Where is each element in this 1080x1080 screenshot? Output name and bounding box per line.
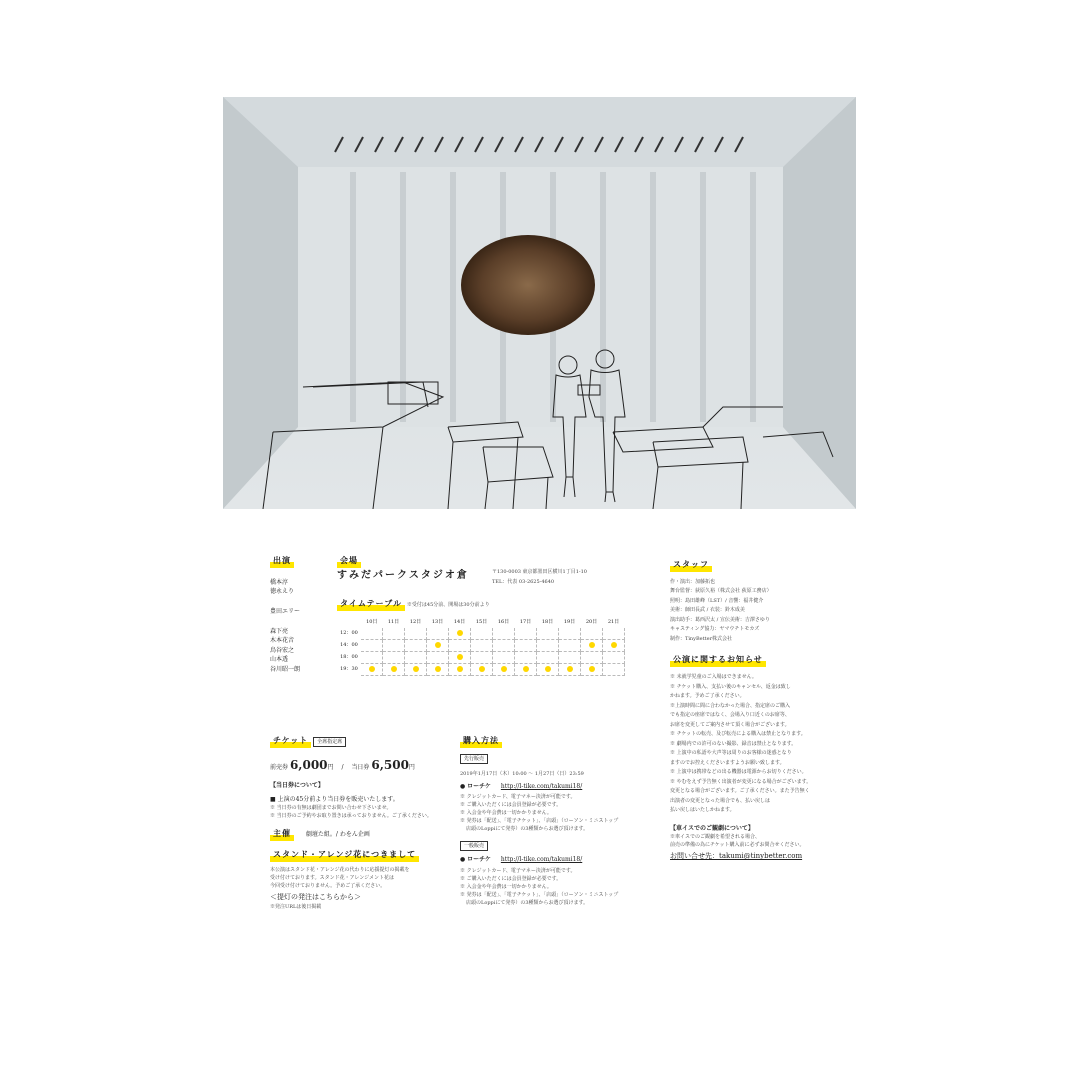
purchase-note: ※ クレジットカード、電子マネー決済が可能です。 — [460, 794, 576, 801]
performer-name: 徳永えり — [270, 588, 295, 596]
performer-name: 鳥谷宏之 — [270, 646, 295, 654]
performer-name: 豊田エリー — [270, 607, 301, 615]
performance-dot — [457, 630, 463, 636]
ticket-url-link[interactable]: http://l-tike.com/takumi18/ — [500, 782, 583, 790]
timetable-cell — [515, 651, 537, 663]
staff-heading: スタッフ — [670, 559, 712, 572]
notice-line: お席を変更してご案内させて頂く場合がございます。 — [670, 721, 790, 728]
timetable-cell — [449, 628, 471, 640]
vendor-name: ローチケ — [467, 856, 491, 864]
performer-name: 森下亮 — [270, 627, 289, 635]
door-note: ※ 当日券のご予約やお取り置きは承っておりません。ご了承ください。 — [270, 813, 432, 820]
timetable-cell — [559, 663, 581, 675]
organizer-heading: 主催 — [270, 828, 294, 841]
purchase-note: ※ ご購入いただくには会員登録が必要です。 — [460, 802, 562, 809]
fridge-interior-illustration — [223, 97, 856, 509]
timetable-cell — [537, 651, 559, 663]
staff-line: 照明：島田雄峰（LST）/ 音響：福井健介 — [670, 597, 764, 604]
yen-unit: 円 — [408, 763, 415, 771]
performer-name: 橋本淳 — [270, 578, 289, 586]
timetable-cell — [493, 663, 515, 675]
flowers-text: 本公演はスタンド花・アレンジ花の代わりに応援提灯の掲載を — [270, 866, 410, 873]
key-visual-photo — [223, 97, 856, 509]
purchase-note: 店頭のLoppiにて発券）の3種類からお選び頂けます。 — [466, 899, 589, 906]
purchase-note: ※ 発券は「配送」、「電子チケット」、「店頭」（ローソン・ミニストップ — [460, 891, 619, 898]
timetable-cell — [581, 628, 603, 640]
timetable-cell — [559, 639, 581, 651]
timetable-cell — [471, 628, 493, 640]
timetable-date: 10日 — [366, 619, 378, 626]
notice-heading: 公演に関するお知らせ — [670, 654, 766, 667]
performance-dot — [413, 666, 419, 672]
timetable-cell — [559, 628, 581, 640]
door-label: 当日券 — [351, 763, 370, 771]
timetable-cell — [493, 651, 515, 663]
flyer-info-panel — [262, 555, 832, 955]
timetable-date: 11日 — [387, 619, 400, 626]
timetable-cell — [559, 651, 581, 663]
timetable-cell — [383, 663, 405, 675]
lantern-note: ※発注URLは後日掲載 — [270, 903, 322, 910]
timetable-cell — [427, 628, 449, 640]
timetable-cell — [361, 651, 383, 663]
performance-dot — [611, 642, 617, 648]
notice-line: 出演者の変更となった場合でも、払い戻しは — [670, 797, 771, 804]
timetable-cell — [471, 639, 493, 651]
presale-period: 2019年1月17日（木）10:00 〜 1月27日（日）23:59 — [460, 770, 584, 777]
notice-line: ※ 上演中は携帯などの出る機器は電源からお切りください。 — [670, 769, 807, 776]
timetable-cell — [427, 651, 449, 663]
timetable-cell — [449, 639, 471, 651]
timetable-cell — [581, 663, 603, 675]
advance-price: 6,000 — [289, 757, 328, 772]
wheelchair-text: ※車イスでのご観劇を希望される場合、 — [670, 834, 760, 841]
staff-line: 美術：師田長武 / 衣装：鈴木成美 — [670, 607, 745, 614]
timetable-cell — [383, 639, 405, 651]
timetable-cell — [405, 651, 427, 663]
performance-dot — [435, 642, 441, 648]
venue-tel: TEL：代表 03-2625-4640 — [492, 578, 555, 585]
purchase-note: 店頭のLoppiにて発券）の3種類からお選び頂けます。 — [466, 826, 589, 833]
purchase-note: ※ 入会金や年会費は一切かかりません。 — [460, 883, 552, 890]
yen-unit: 円 — [327, 763, 334, 771]
door-note: ■ 上演の45分前より当日券を販売いたします。 — [270, 795, 399, 803]
timetable-cell — [405, 663, 427, 675]
timetable-cell — [603, 651, 625, 663]
timetable-time: 18：00 — [340, 654, 358, 661]
notice-line: ※ 劇場内での許可のない撮影、録音は禁止となります。 — [670, 740, 797, 747]
price-separator: / — [341, 763, 344, 771]
timetable-cell — [361, 663, 383, 675]
performance-dot — [391, 666, 397, 672]
timetable-corner — [337, 617, 361, 628]
performance-dot — [501, 666, 507, 672]
timetable-date: 17日 — [519, 619, 532, 626]
timetable-cell — [361, 628, 383, 640]
notice-line: 変更となる場合がございます。ご了承ください。また予告無く — [670, 788, 810, 795]
notice-line: かねます。予めご了承ください。 — [670, 693, 745, 700]
timetable-date: 19日 — [563, 619, 576, 626]
timetable-date: 12日 — [409, 619, 422, 626]
timetable-cell — [515, 663, 537, 675]
notice-line: ※上演時間に間に合わなかった場合、指定席のご購入 — [670, 702, 791, 709]
timetable-cell — [471, 651, 493, 663]
timetable-cell — [581, 639, 603, 651]
wheelchair-title: 【車イスでのご観劇について】 — [670, 824, 754, 832]
performance-dot — [479, 666, 485, 672]
notice-line: ※ 上演中の私語や大声等は周りのお客様の迷惑となり — [670, 750, 792, 757]
timetable-cell — [603, 628, 625, 640]
timetable-cell — [383, 651, 405, 663]
purchase-note: ※ 発券は「配送」、「電子チケット」、「店頭」（ローソン・ミニストップ — [460, 818, 619, 825]
purchase-section: 購入方法 先行販売 2019年1月17日（木）10:00 〜 1月27日（日）23:59 ● ローチケ http://l-tike.com/takumi18/ ※ クレジットカード、電子マネー決済が可能です。 ※ ご購入いただくには会員登録が必要です。 ※ 入会金や年会費は一切かかりません。 ※ 発券は「配送」、「電子チケット」、「店頭」（ローソン・ミニストップ 店頭のLoppiにて発券）の3種類からお選び頂けます。 一般販売 ● ローチケ http://l-tike.com/takumi18/ ※ クレジットカード、電子マネー決済が可能です。 ※ ご購入いただくには会員登録が必要です。 ※ 入会金や年会費は一切かかりません。 ※ 発券は「配送」、「電子チケット」、「店頭」（ローソン・ミニストップ 店頭のLoppiにて発券）の3種類からお選び頂けます。 — [460, 735, 650, 907]
performer-name: 木本花音 — [270, 637, 295, 645]
performance-dot — [589, 666, 595, 672]
purchase-note: ※ 入会金や年会費は一切かかりません。 — [460, 810, 552, 817]
timetable-cell — [471, 663, 493, 675]
timetable-date: 20日 — [585, 619, 598, 626]
timetable-cell — [515, 628, 537, 640]
flowers-heading: スタンド・アレンジ花につきまして — [270, 849, 419, 862]
performance-dot — [545, 666, 551, 672]
notice-line: ※ チケットの転売、及び転売による購入は禁止となります。 — [670, 731, 806, 738]
timetable-cell — [537, 628, 559, 640]
timetable-cell — [427, 639, 449, 651]
performance-dot — [589, 642, 595, 648]
timetable-heading: タイムテーブル — [337, 598, 405, 611]
performers-section — [270, 555, 330, 675]
notice-line: ※ チケット購入、支払い後のキャンセル、返金は致し — [670, 683, 791, 690]
ticket-heading: チケット — [270, 735, 311, 748]
timetable-cell — [427, 663, 449, 675]
notice-line: ※ 未就学児童のご入場はできません。 — [670, 674, 757, 681]
timetable-cell — [449, 651, 471, 663]
door-note-title: 【当日券について】 — [270, 781, 324, 789]
staff-line: 作・演出：加藤拓也 — [670, 578, 716, 585]
purchase-note: ※ クレジットカード、電子マネー決済が可能です。 — [460, 867, 576, 874]
timetable-cell — [493, 628, 515, 640]
timetable-cell — [493, 639, 515, 651]
timetable-cell — [405, 628, 427, 640]
flowers-text: 今回受け付けておりません。予めご了承ください。 — [270, 882, 386, 889]
purchase-heading: 購入方法 — [460, 735, 502, 748]
performance-dot — [369, 666, 375, 672]
timetable-cell — [537, 663, 559, 675]
staff-section — [670, 555, 832, 862]
advance-label: 前売券 — [270, 763, 289, 771]
venue-heading: 会場 — [337, 555, 361, 568]
timetable-date: 14日 — [453, 619, 466, 626]
vendor-name: ローチケ — [467, 782, 491, 790]
door-note: ※ 当日券の有無は劇団までお問い合わせ下さいませ。 — [270, 805, 392, 812]
timetable-cell — [603, 663, 625, 675]
timetable-cell — [361, 639, 383, 651]
timetable-time: 14：00 — [340, 642, 358, 649]
contact-email-link[interactable]: お問い合せ先：takumi@tinybetter.com — [670, 852, 803, 861]
notice-line: ますのでお控えくださいますようお願い致します。 — [670, 759, 785, 766]
purchase-note: ※ ご購入いただくには会員登録が必要です。 — [460, 875, 562, 882]
timetable-note: ※受付は45分前、開場は30分前より — [406, 601, 490, 608]
timetable-date: 18日 — [541, 619, 554, 626]
timetable-cell — [405, 639, 427, 651]
performance-dot — [435, 666, 441, 672]
ticket-url-link[interactable]: http://l-tike.com/takumi18/ — [500, 856, 583, 864]
timetable-date: 21日 — [607, 619, 620, 626]
ticket-section — [270, 735, 450, 911]
performance-dot — [567, 666, 573, 672]
timetable-cell — [537, 639, 559, 651]
timetable-cell — [383, 628, 405, 640]
timetable-cell — [603, 639, 625, 651]
timetable-date: 13日 — [431, 619, 444, 626]
performer-name: 谷川昭一朗 — [270, 665, 301, 673]
timetable-date: 15日 — [475, 619, 488, 626]
timetable-cell — [449, 663, 471, 675]
lantern-order-link[interactable]: ＜提灯の発注はこちらから＞ — [270, 892, 361, 901]
timetable-time: 19：30 — [340, 666, 358, 673]
performer-name: 山本透 — [270, 656, 289, 664]
patty-image — [461, 235, 595, 335]
performance-dot — [523, 666, 529, 672]
venue-address: 〒130-0003 東京都墨田区横川1丁目1-10 — [492, 568, 587, 575]
timetable-cell — [581, 651, 603, 663]
performance-dot — [457, 654, 463, 660]
timetable — [337, 617, 625, 676]
staff-line: 舞台監督：荻原久裕（株式会社 荻原工務店） — [670, 588, 772, 595]
notice-line: でも指定の座席ではなく、会場入り口近くのお席等、 — [670, 712, 790, 719]
timetable-cell — [515, 639, 537, 651]
notice-list — [670, 673, 832, 816]
flowers-text: 受け付けております。スタンド花・アレンジメント花は — [270, 874, 395, 881]
staff-line: 制作：TinyBetter株式会社 — [670, 635, 732, 642]
presale-label: 先行販売 — [460, 754, 488, 764]
performers-heading: 出演 — [270, 555, 294, 568]
performance-dot — [457, 666, 463, 672]
seat-type-tag: 全席指定席 — [313, 737, 346, 747]
organizer-value: 劇壇た組。/ わをん企画 — [305, 831, 370, 839]
staff-line: 演出助手：葛西沢太 / 宣伝美術：吉澤さゆり — [670, 616, 770, 623]
venue-name: すみだパークスタジオ倉 — [337, 569, 469, 581]
notice-line: 払い戻しはいたしかねます。 — [670, 807, 735, 814]
venue-section — [337, 555, 647, 676]
timetable-time: 12：00 — [340, 630, 358, 637]
timetable-date: 16日 — [497, 619, 510, 626]
wheelchair-text: 前売の準備の為にチケット購入前に必ずお問合せください。 — [670, 842, 805, 849]
door-price: 6,500 — [371, 757, 409, 772]
staff-line: キャスティング協力：ヤマウチトモカズ — [670, 626, 760, 633]
general-sale-label: 一般販売 — [460, 841, 488, 851]
notice-line: ※ やむをえず予告無く出演者が変更になる場合がございます。 — [670, 778, 812, 785]
